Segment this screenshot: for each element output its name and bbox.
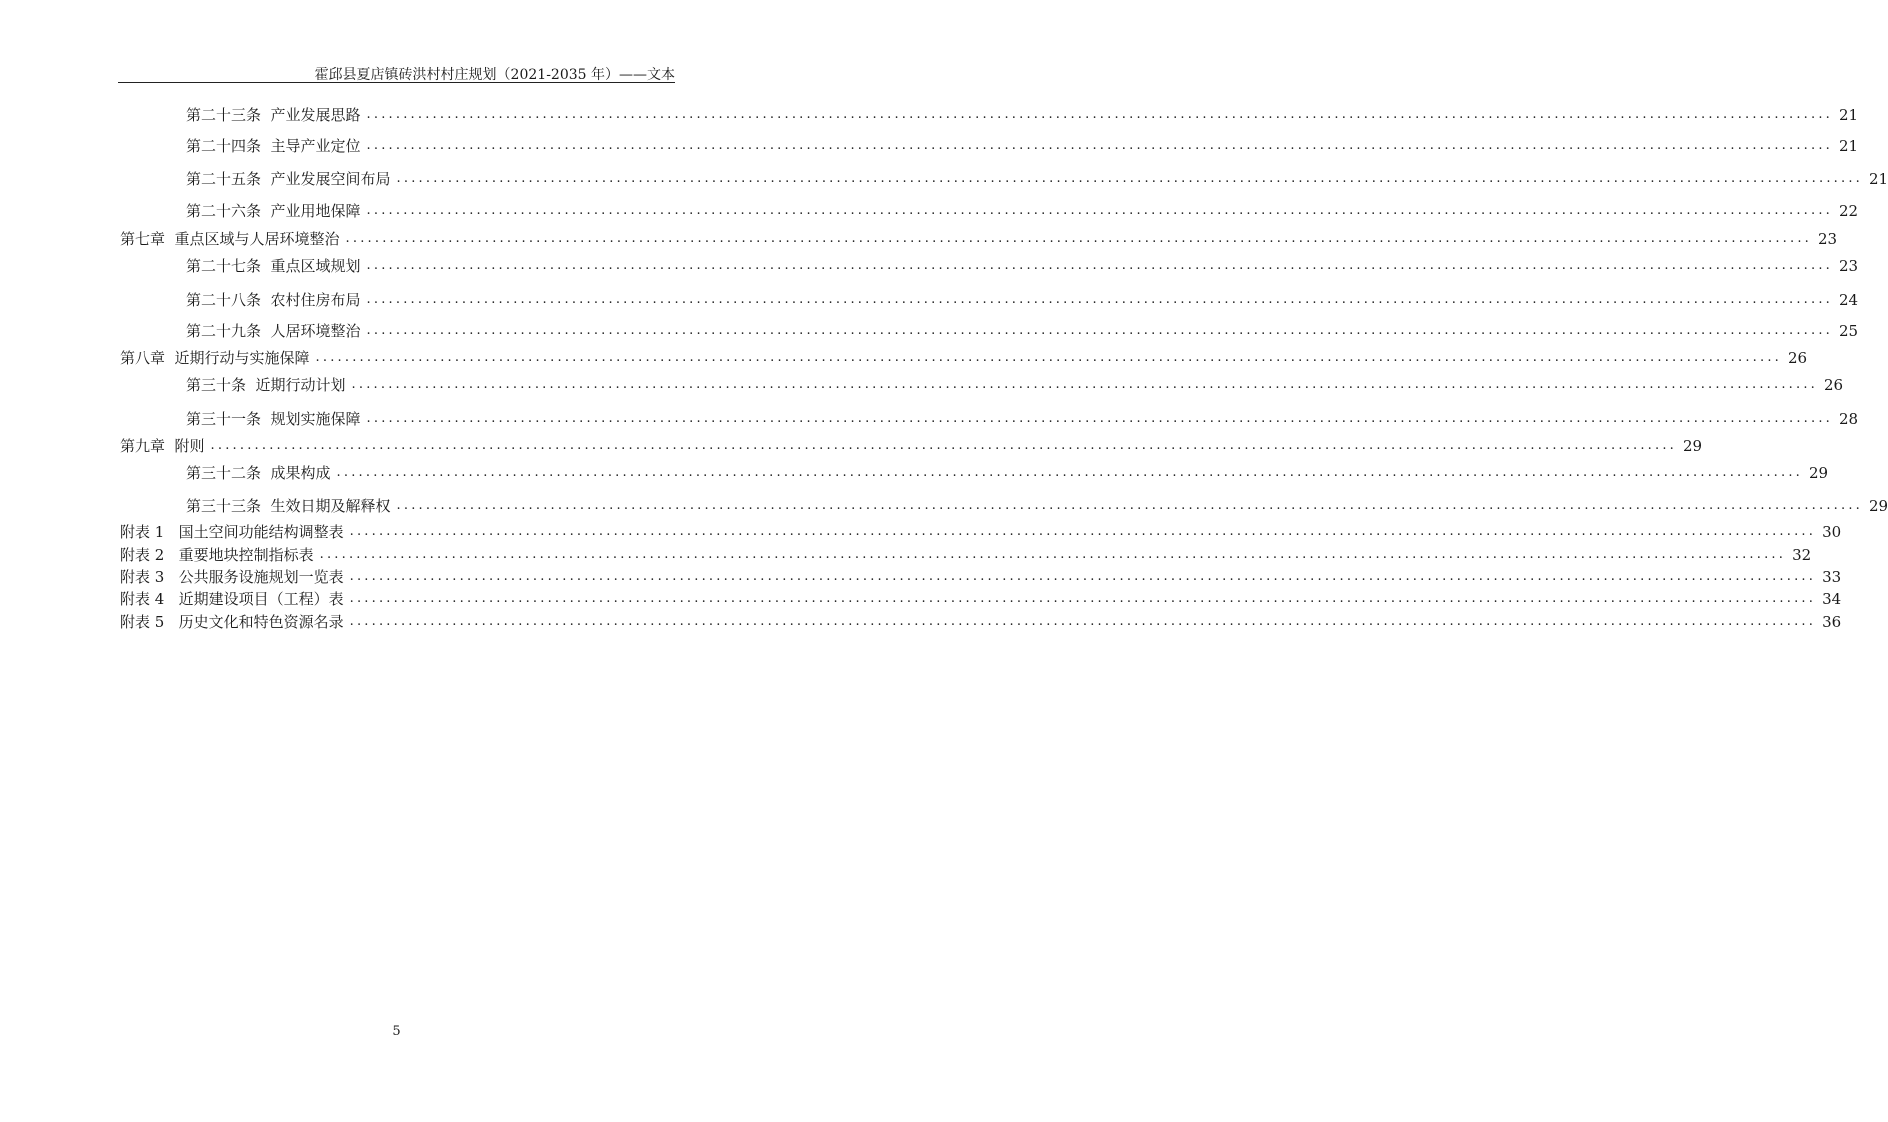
toc-entry-label: 第三十一条 规划实施保障 [186,410,361,428]
toc-entry-page: 21 [1839,137,1859,155]
toc-entry-label: 第二十三条 产业发展思路 [186,106,361,124]
toc-entry-article [186,104,1859,126]
toc-entry-page: 23 [1818,230,1838,248]
toc-entry-article [186,289,1859,311]
toc-entry-page: 28 [1839,410,1859,428]
toc-entry-page: 30 [1822,523,1842,541]
toc-entry-label: 第七章 重点区域与人居环境整治 [120,230,340,248]
toc-leader-dots: ........................................................................................................................................................................................................ [345,231,1813,246]
toc-entry-article [186,135,1859,157]
toc-entry-appendix [120,544,1812,566]
toc-entry-page: 22 [1839,202,1859,220]
toc-leader-dots: ........................................................................................................................................................................................................ [366,203,1834,218]
toc-entry-page: 26 [1824,376,1844,394]
toc-entry-page: 36 [1822,613,1842,631]
toc-leader-dots: ........................................................................................................................................................................................................ [366,138,1834,153]
toc-leader-dots: ........................................................................................................................................................................................................ [315,350,1783,365]
toc-entry-page: 34 [1822,590,1842,608]
toc-entry-page: 23 [1839,257,1859,275]
toc-leader-dots: ........................................................................................................................................................................................................ [349,524,1817,539]
toc-entry-label: 第三十三条 生效日期及解释权 [186,497,391,515]
toc-entry-appendix [120,566,1842,588]
toc-entry-label: 第三十条 近期行动计划 [186,376,346,394]
toc-entry-article [186,374,1844,396]
toc-leader-dots: ........................................................................................................................................................................................................ [319,547,1787,562]
toc-entry-label: 第二十四条 主导产业定位 [186,137,361,155]
toc-entry-label: 第三十二条 成果构成 [186,464,331,482]
toc-entry-page: 21 [1869,170,1888,188]
toc-entry-page: 29 [1683,437,1703,455]
toc-leader-dots: ........................................................................................................................................................................................................ [210,438,1678,453]
toc-entry-article [186,408,1859,430]
toc-leader-dots: ........................................................................................................................................................................................................ [366,292,1834,307]
toc-entry-label: 第九章 附则 [120,437,205,455]
toc-entry-page: 29 [1869,497,1888,515]
toc-entry-page: 29 [1809,464,1829,482]
toc-entry-article [186,168,1888,190]
toc-entry-chapter [120,228,1838,250]
toc-entry-label: 第二十五条 产业发展空间布局 [186,170,391,188]
toc-entry-article [186,255,1859,277]
toc-entry-appendix [120,521,1842,543]
toc-entry-label: 附表 3 公共服务设施规划一览表 [120,568,344,586]
toc-leader-dots: ........................................................................................................................................................................................................ [396,171,1864,186]
toc-entry-article [186,462,1829,484]
toc-entry-label: 附表 5 历史文化和特色资源名录 [120,613,344,631]
page-number: 5 [392,1024,401,1039]
toc-entry-label: 附表 4 近期建设项目（工程）表 [120,590,344,608]
toc-entry-label: 附表 1 国土空间功能结构调整表 [120,523,344,541]
toc-leader-dots: ........................................................................................................................................................................................................ [366,107,1834,122]
toc-entry-page: 26 [1788,349,1808,367]
toc-entry-label: 第二十六条 产业用地保障 [186,202,361,220]
toc-entry-page: 33 [1822,568,1842,586]
toc-entry-label: 第八章 近期行动与实施保障 [120,349,310,367]
toc-leader-dots: ........................................................................................................................................................................................................ [366,323,1834,338]
toc-entry-appendix [120,588,1842,610]
toc-entry-label: 第二十七条 重点区域规划 [186,257,361,275]
toc-entry-article [186,320,1859,342]
toc-entry-label: 附表 2 重要地块控制指标表 [120,546,314,564]
toc-leader-dots: ........................................................................................................................................................................................................ [396,498,1864,513]
toc-entry-label: 第二十九条 人居环境整治 [186,322,361,340]
toc-entry-page: 21 [1839,106,1859,124]
toc-leader-dots: ........................................................................................................................................................................................................ [349,614,1817,629]
toc-leader-dots: ........................................................................................................................................................................................................ [351,377,1819,392]
toc-entry-chapter [120,435,1703,457]
toc-entry-page: 32 [1792,546,1812,564]
toc-leader-dots: ........................................................................................................................................................................................................ [366,411,1834,426]
toc-entry-page: 24 [1839,291,1859,309]
toc-leader-dots: ........................................................................................................................................................................................................ [336,465,1804,480]
toc-entry-label: 第二十八条 农村住房布局 [186,291,361,309]
toc-leader-dots: ........................................................................................................................................................................................................ [349,591,1817,606]
toc-entry-page: 25 [1839,322,1859,340]
running-header-title: 霍邱县夏店镇砖洪村村庄规划（2021-2035 年）——文本 [314,67,675,83]
toc-entry-chapter [120,347,1808,369]
toc-leader-dots: ........................................................................................................................................................................................................ [349,569,1817,584]
toc-entry-article [186,200,1859,222]
toc-entry-article [186,495,1888,517]
toc-entry-appendix [120,611,1842,633]
toc-leader-dots: ........................................................................................................................................................................................................ [366,258,1834,273]
